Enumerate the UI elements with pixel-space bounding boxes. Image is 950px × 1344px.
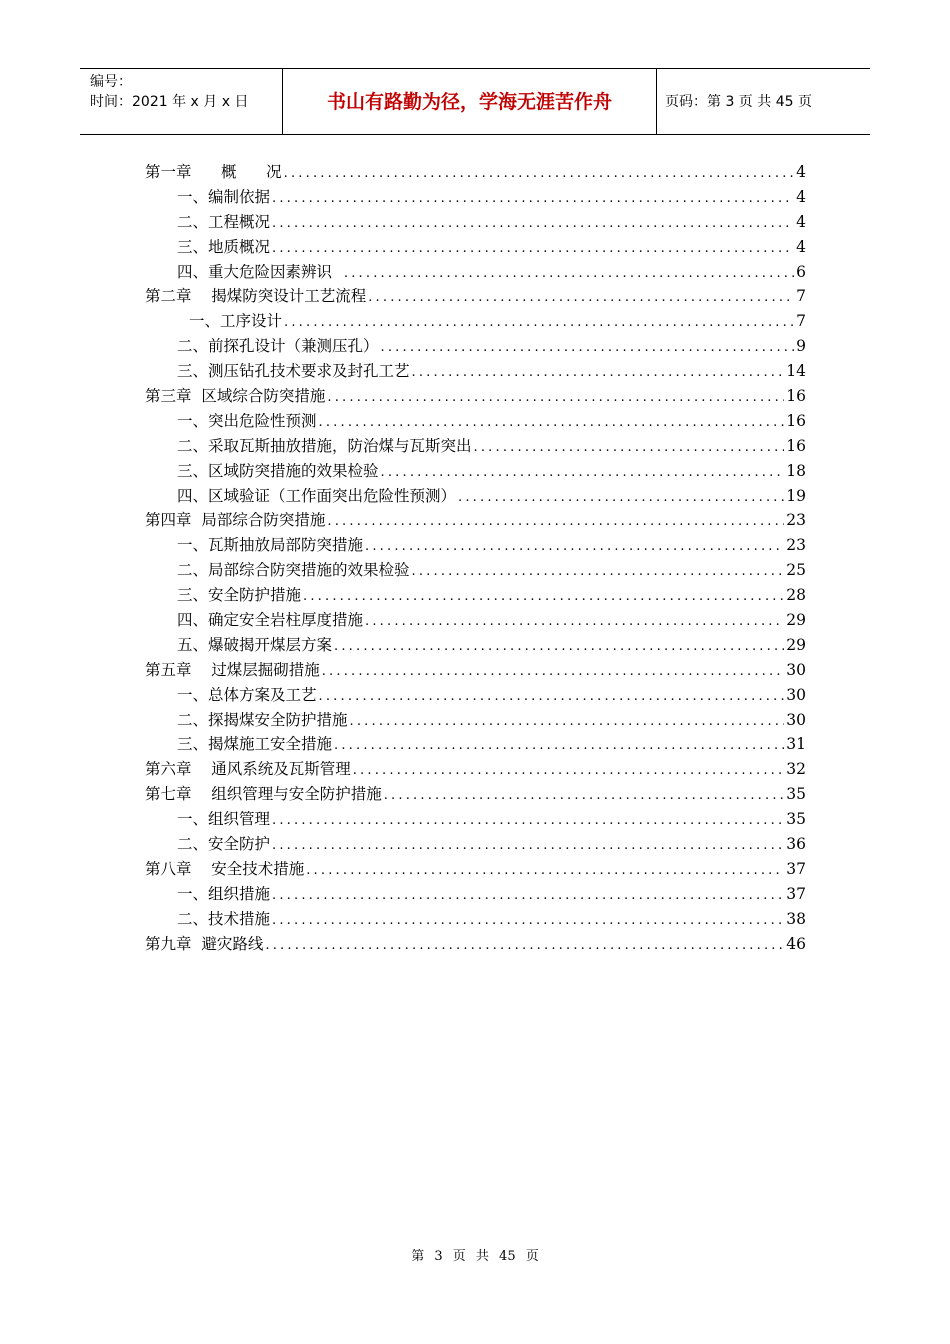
- toc-leader-dots: [272, 884, 784, 909]
- toc-entry-title: 一、瓦斯抽放局部防突措施: [177, 536, 364, 555]
- toc-entry-page: 37: [786, 859, 806, 878]
- toc-entry-title: 一、突出危险性预测: [177, 411, 317, 430]
- toc-entry[interactable]: [145, 757, 806, 782]
- toc-entry-title: 二、前探孔设计（兼测压孔）: [177, 337, 379, 356]
- toc-entry-title: 第二章 揭煤防突设计工艺流程: [145, 287, 367, 306]
- toc-entry-page: 29: [786, 611, 806, 630]
- toc-leader-dots: [381, 336, 795, 361]
- toc-entry[interactable]: [145, 235, 806, 260]
- toc-entry-page: 30: [786, 660, 806, 679]
- toc-entry-page: 14: [786, 362, 806, 381]
- toc-entry-title: 三、地质概况: [177, 237, 271, 256]
- toc-entry[interactable]: [145, 459, 806, 484]
- toc-entry-title: 第七章 组织管理与安全防护措施: [145, 785, 382, 804]
- toc-leader-dots: [327, 510, 784, 535]
- header-divider: [656, 69, 657, 135]
- toc-entry-page: 16: [786, 436, 806, 455]
- toc-entry-page: 23: [786, 536, 806, 555]
- toc-entry[interactable]: [145, 932, 806, 957]
- toc-entry-page: 4: [796, 237, 806, 256]
- toc-entry-page: 31: [786, 735, 806, 754]
- toc-entry[interactable]: [145, 284, 806, 309]
- page-header: [80, 68, 870, 135]
- toc-entry[interactable]: [145, 260, 806, 285]
- toc-entry-title: 一、工序设计: [189, 312, 283, 331]
- toc-leader-dots: [284, 162, 795, 187]
- toc-leader-dots: [412, 361, 785, 386]
- toc-entry[interactable]: [145, 409, 806, 434]
- toc-entry-title: 二、工程概况: [177, 212, 271, 231]
- toc-entry[interactable]: [145, 558, 806, 583]
- toc-entry-page: 4: [796, 212, 806, 231]
- toc-leader-dots: [474, 436, 785, 461]
- toc-leader-dots: [412, 560, 785, 585]
- toc-entry-title: 四、区域验证（工作面突出危险性预测）: [177, 486, 457, 505]
- toc-entry[interactable]: [145, 782, 806, 807]
- toc-entry[interactable]: [145, 508, 806, 533]
- toc-entry-page: 9: [796, 337, 806, 356]
- toc-entry[interactable]: [145, 384, 806, 409]
- toc-entry[interactable]: [145, 533, 806, 558]
- toc-leader-dots: [368, 286, 794, 311]
- toc-entry-page: 30: [786, 710, 806, 729]
- toc-entry-title: 第一章 概 况: [145, 163, 282, 181]
- toc-entry-page: 16: [786, 387, 806, 406]
- toc-leader-dots: [322, 660, 785, 685]
- toc-entry-title: 三、揭煤施工安全措施: [177, 735, 333, 754]
- toc-leader-dots: [272, 909, 784, 934]
- page-footer: 第 3 页 共 45 页: [411, 1249, 539, 1264]
- toc-entry-title: 三、区域防突措施的效果检验: [177, 461, 379, 480]
- toc-leader-dots: [384, 784, 785, 809]
- toc-entry-title: 二、安全防护: [177, 835, 271, 854]
- toc-entry-title: 四、确定安全岩柱厚度措施: [177, 611, 364, 630]
- toc-entry[interactable]: [145, 434, 806, 459]
- toc-leader-dots: [353, 759, 785, 784]
- toc-entry-title: 第八章 安全技术措施: [145, 859, 305, 878]
- toc-entry-title: 一、总体方案及工艺: [177, 685, 317, 704]
- toc-entry-page: 32: [786, 760, 806, 779]
- toc-leader-dots: [272, 809, 784, 834]
- toc-leader-dots: [319, 411, 785, 436]
- toc-entry-page: 30: [786, 685, 806, 704]
- toc-entry-title: 第九章 避灾路线: [145, 934, 264, 953]
- toc-entry[interactable]: [145, 185, 806, 210]
- header-meta: [90, 72, 248, 112]
- toc-entry-title: 一、组织措施: [177, 884, 271, 903]
- toc-leader-dots: [265, 934, 784, 959]
- toc-entry-page: 6: [796, 262, 806, 281]
- toc-leader-dots: [319, 685, 785, 710]
- toc-entry-title: 四、重大危险因素辨识: [177, 262, 342, 281]
- table-of-contents: [145, 160, 806, 957]
- toc-leader-dots: [365, 535, 784, 560]
- toc-leader-dots: [350, 710, 785, 735]
- toc-entry[interactable]: [145, 807, 806, 832]
- toc-leader-dots: [334, 635, 784, 660]
- toc-leader-dots: [381, 461, 785, 486]
- toc-entry[interactable]: [145, 708, 806, 733]
- document-number-label: 编号：: [90, 74, 132, 90]
- toc-entry-title: 第五章 过煤层掘砌措施: [145, 660, 320, 679]
- toc-entry-title: 二、采取瓦斯抽放措施，防治煤与瓦斯突出: [177, 436, 472, 455]
- toc-entry[interactable]: [145, 334, 806, 359]
- header-motto: 书山有路勤为径，学海无涯苦作舟: [326, 91, 612, 113]
- toc-entry-page: 25: [786, 561, 806, 580]
- toc-entry-title: 第四章 局部综合防突措施: [145, 511, 326, 530]
- toc-entry-page: 38: [786, 909, 806, 928]
- toc-entry-page: 29: [786, 635, 806, 654]
- toc-entry-page: 16: [786, 411, 806, 430]
- toc-entry[interactable]: [145, 857, 806, 882]
- toc-leader-dots: [365, 610, 784, 635]
- toc-entry[interactable]: [145, 160, 806, 185]
- toc-leader-dots: [303, 585, 784, 610]
- toc-leader-dots: [327, 386, 784, 411]
- toc-leader-dots: [272, 187, 794, 212]
- toc-entry[interactable]: [145, 359, 806, 384]
- toc-entry[interactable]: [145, 633, 806, 658]
- toc-entry[interactable]: [145, 210, 806, 235]
- toc-entry-title: 二、技术措施: [177, 909, 271, 928]
- toc-entry[interactable]: [145, 732, 806, 757]
- toc-entry-page: 36: [786, 835, 806, 854]
- toc-leader-dots: [272, 237, 794, 262]
- toc-entry-title: 二、局部综合防突措施的效果检验: [177, 561, 410, 580]
- toc-entry-page: 7: [796, 312, 806, 331]
- toc-entry[interactable]: [145, 608, 806, 633]
- toc-entry-page: 46: [786, 934, 806, 953]
- toc-leader-dots: [284, 311, 794, 336]
- document-date: 时间：2021 年 x 月 x 日: [90, 94, 249, 110]
- toc-leader-dots: [334, 734, 784, 759]
- header-page-info: 页码：第 3 页 共 45 页: [665, 94, 812, 110]
- toc-entry[interactable]: [145, 484, 806, 509]
- toc-entry[interactable]: [145, 907, 806, 932]
- toc-entry-page: 7: [796, 287, 806, 306]
- toc-entry-title: 一、组织管理: [177, 810, 271, 829]
- toc-entry-page: 18: [786, 461, 806, 480]
- toc-leader-dots: [272, 212, 794, 237]
- toc-entry-title: 三、安全防护措施: [177, 586, 302, 605]
- toc-entry-title: 一、编制依据: [177, 187, 271, 206]
- toc-entry-page: 4: [796, 163, 806, 181]
- toc-entry-page: 35: [786, 785, 806, 804]
- toc-entry-title: 第六章 通风系统及瓦斯管理: [145, 760, 351, 779]
- toc-entry-title: 二、探揭煤安全防护措施: [177, 710, 348, 729]
- toc-entry[interactable]: [145, 658, 806, 683]
- toc-entry[interactable]: [145, 832, 806, 857]
- toc-leader-dots: [306, 859, 784, 884]
- toc-entry-page: 28: [786, 586, 806, 605]
- toc-entry[interactable]: [145, 882, 806, 907]
- toc-entry-page: 19: [786, 486, 806, 505]
- toc-entry-page: 4: [796, 187, 806, 206]
- toc-leader-dots: [458, 486, 784, 511]
- toc-entry[interactable]: [145, 309, 806, 334]
- toc-entry-title: 五、爆破揭开煤层方案: [177, 635, 333, 654]
- toc-entry-title: 第三章 区域综合防突措施: [145, 387, 326, 406]
- toc-entry-page: 23: [786, 511, 806, 530]
- toc-entry-title: 三、测压钻孔技术要求及封孔工艺: [177, 362, 410, 381]
- toc-entry[interactable]: [145, 583, 806, 608]
- toc-leader-dots: [272, 834, 784, 859]
- toc-entry-page: 35: [786, 810, 806, 829]
- toc-leader-dots: [344, 262, 794, 287]
- toc-entry-page: 37: [786, 884, 806, 903]
- toc-entry[interactable]: [145, 683, 806, 708]
